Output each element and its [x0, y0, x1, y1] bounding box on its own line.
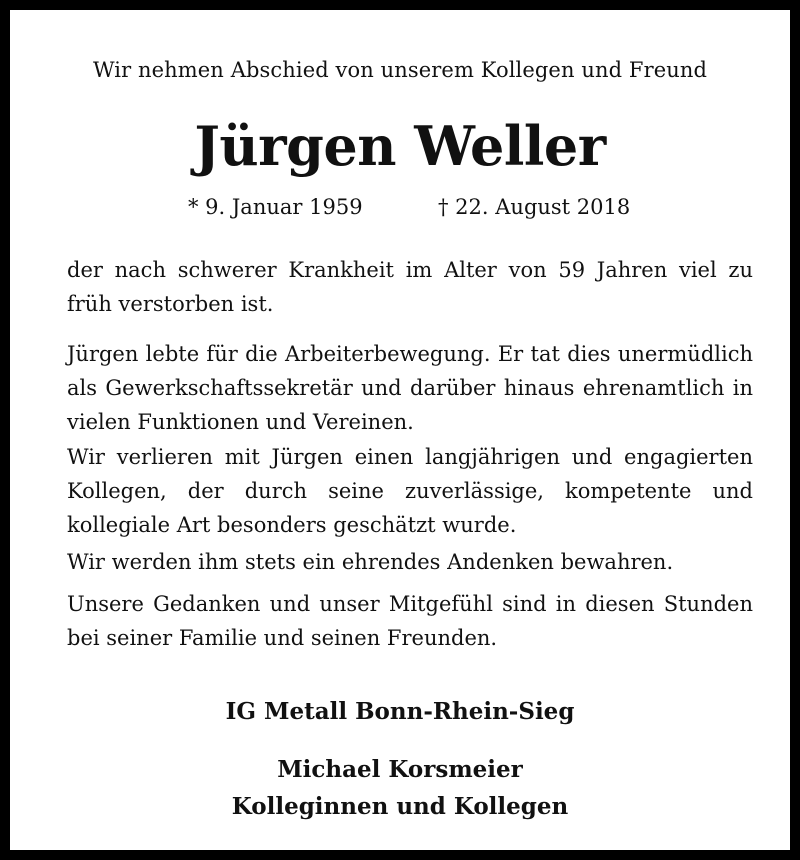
death-date: † 22. August 2018	[438, 195, 631, 219]
signature-group: Kolleginnen und Kollegen	[231, 793, 569, 820]
birth-date: * 9. Januar 1959	[188, 195, 363, 219]
paragraph-4: Wir werden ihm stets ein ehrendes Andenken bewahren.	[67, 550, 674, 574]
paragraph-1: der nach schwerer Krankheit im Alter von 59 Jahren viel zu früh verstorben ist.	[67, 258, 753, 316]
paragraph-3: Wir verlieren mit Jürgen einen langjährigen und engagierten Kollegen, der durch seine zuverlässige, kompetente und kollegiale Art besonders geschätzt wurde.	[67, 445, 753, 537]
signature-organization: IG Metall Bonn-Rhein-Sieg	[225, 698, 575, 725]
paragraph-5: Unsere Gedanken und unser Mitgefühl sind in diesen Stunden bei seiner Familie und seinen Freunden.	[67, 592, 753, 650]
intro-line: Wir nehmen Abschied von unserem Kollegen und Freund	[92, 58, 708, 82]
signature-person: Michael Korsmeier	[277, 756, 523, 783]
deceased-name: Jürgen Weller	[194, 114, 606, 178]
paragraph-2: Jürgen lebte für die Arbeiterbewegung. Er tat dies unermüdlich als Gewerkschaftssekretär und darüber hinaus ehrenamtlich in vielen Funktionen und Vereinen.	[67, 342, 753, 434]
